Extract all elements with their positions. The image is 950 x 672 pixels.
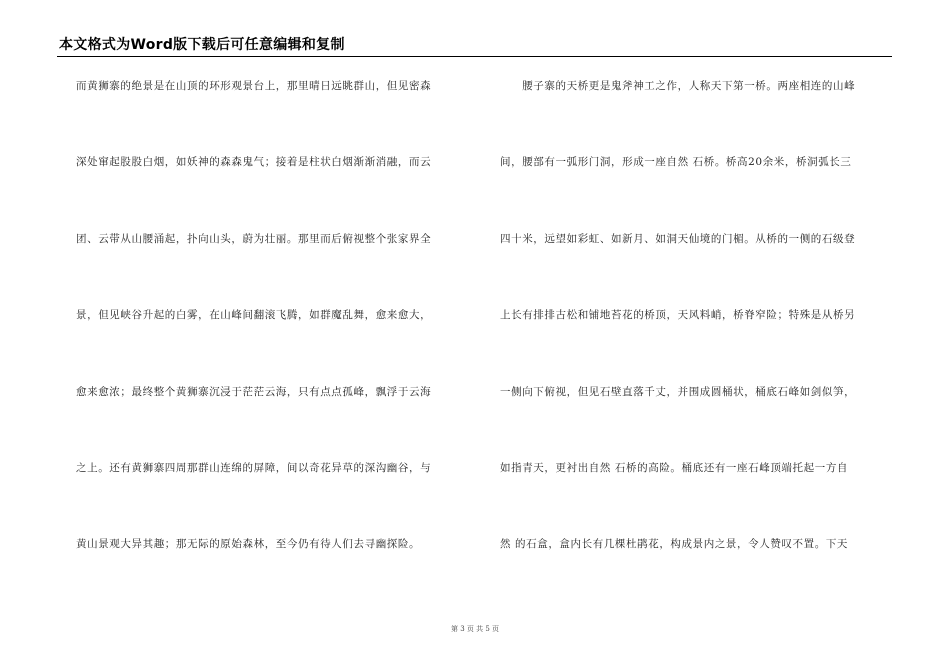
text-line: 四十米，远望如彩虹、如新月、如洞天仙境的门楣。从桥的一侧的石级登 (500, 232, 856, 245)
text-line: 间，腰部有一弧形门洞，形成一座自然 石桥。桥高20余米，桥洞弧长三 (500, 156, 852, 169)
page-number-footer: 第 3 页 共 5 页 (450, 625, 500, 633)
text-line: 而黄狮寨的绝景是在山顶的环形观景台上，那里晴日远眺群山，但见密森 (76, 80, 432, 92)
left-text-column (76, 72, 458, 607)
header-divider (57, 56, 892, 57)
text-line: 黄山景观大异其趣；那无际的原始森林，至今仍有待人们去寻幽探险。 (76, 538, 421, 551)
text-line: 团、云带从山腰涌起，扑向山头，蔚为壮丽。那里而后俯视整个张家界全 (76, 232, 432, 245)
text-line: 愈来愈浓；最终整个黄狮寨沉浸于茫茫云海，只有点点孤峰，飘浮于云海 (76, 385, 432, 398)
text-line: 深处窜起股股白烟，如妖神的森森鬼气；接着是柱状白烟渐渐消融，而云 (76, 156, 432, 169)
text-line: 景，但见峡谷升起的白雾，在山峰间翻滚飞腾，如群魔乱舞，愈来愈大， (76, 309, 432, 322)
text-line: 如指青天，更衬出自然 石桥的高险。桶底还有一座石峰顶端托起一方自 (500, 461, 849, 474)
right-text-column (500, 72, 882, 607)
page-header-title: 本文格式为Word版下载后可任意编辑和复制 (59, 37, 345, 53)
text-line: 然 的石盒，盒内长有几棵杜鹃花，构成景内之景，令人赞叹不置。下天 (500, 538, 849, 551)
text-line: 腰子寨的天桥更是鬼斧神工之作，人称天下第一桥。两座相连的山峰 (500, 80, 856, 92)
text-line: 一侧向下俯视，但见石壁直落千丈，并围成圆桶状，桶底石峰如剑似笋， (500, 385, 856, 398)
text-line: 上长有排排古松和铺地苔花的桥顶，天风料峭，桥脊窄险；特殊是从桥另 (500, 309, 856, 322)
text-line: 之上。还有黄狮寨四周那群山连绵的屏障，间以奇花异草的深沟幽谷，与 (76, 461, 432, 474)
